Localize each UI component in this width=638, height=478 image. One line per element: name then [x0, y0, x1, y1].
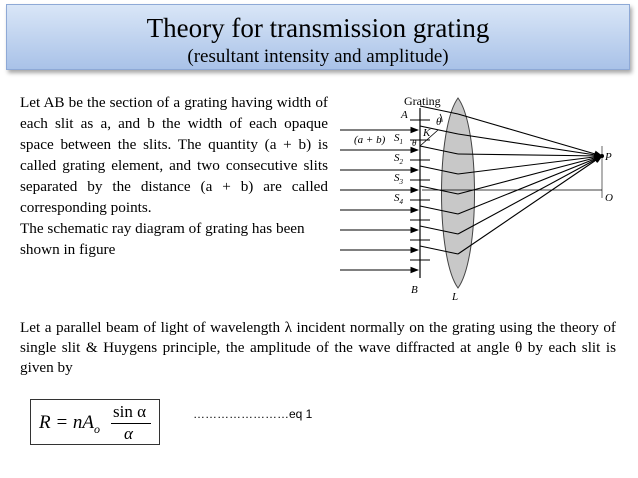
slide-title: Theory for transmission grating — [146, 13, 490, 43]
label-theta-small: θ — [412, 138, 417, 148]
label-b: B — [411, 284, 418, 296]
equation-box — [30, 399, 160, 445]
label-o: O — [605, 192, 613, 204]
label-theta-top: θ — [436, 116, 442, 128]
equation-denominator: α — [124, 424, 133, 443]
label-k: K — [423, 127, 431, 139]
label-s2: $S_2$ — [394, 152, 403, 166]
equation-reference: ……………………eq 1 — [193, 407, 313, 421]
slide-subtitle: (resultant intensity and amplitude) — [187, 46, 449, 67]
intro-paragraph-1: Let AB be the section of a grating having width of each slit as a, and b the width of each opaque space between the slits. The quantity (a + b) is called grating element, and two consecutive slits separated by the distance (a + b) are called corresponding points. — [20, 94, 328, 216]
grating-label: Grating — [404, 94, 441, 108]
label-s3: $S_3$ — [394, 172, 403, 186]
intro-text — [20, 92, 328, 260]
incident-rays — [340, 130, 418, 270]
body-text: Let a parallel beam of light of wavelength λ incident normally on the grating using the theory of single slit & Huygens principle, the amplitude of the wave diffracted at angle θ by each slit is given by — [20, 319, 616, 376]
intro-paragraph-2: The schematic ray diagram of grating has been shown in figure — [20, 220, 305, 258]
equation-lhs: $R = nA_o$ — [39, 412, 101, 436]
title-banner — [6, 4, 630, 70]
grating-ray-diagram — [340, 88, 630, 310]
label-p: P — [605, 151, 612, 163]
convex-lens — [442, 98, 475, 288]
label-a-plus-b: (a + b) — [354, 134, 386, 146]
label-s4: $S_4$ — [394, 192, 403, 206]
equation-numerator: sin α — [113, 402, 146, 421]
label-a: A — [401, 109, 408, 121]
label-l: L — [452, 291, 459, 303]
label-s1: $S_1$ — [394, 132, 403, 146]
